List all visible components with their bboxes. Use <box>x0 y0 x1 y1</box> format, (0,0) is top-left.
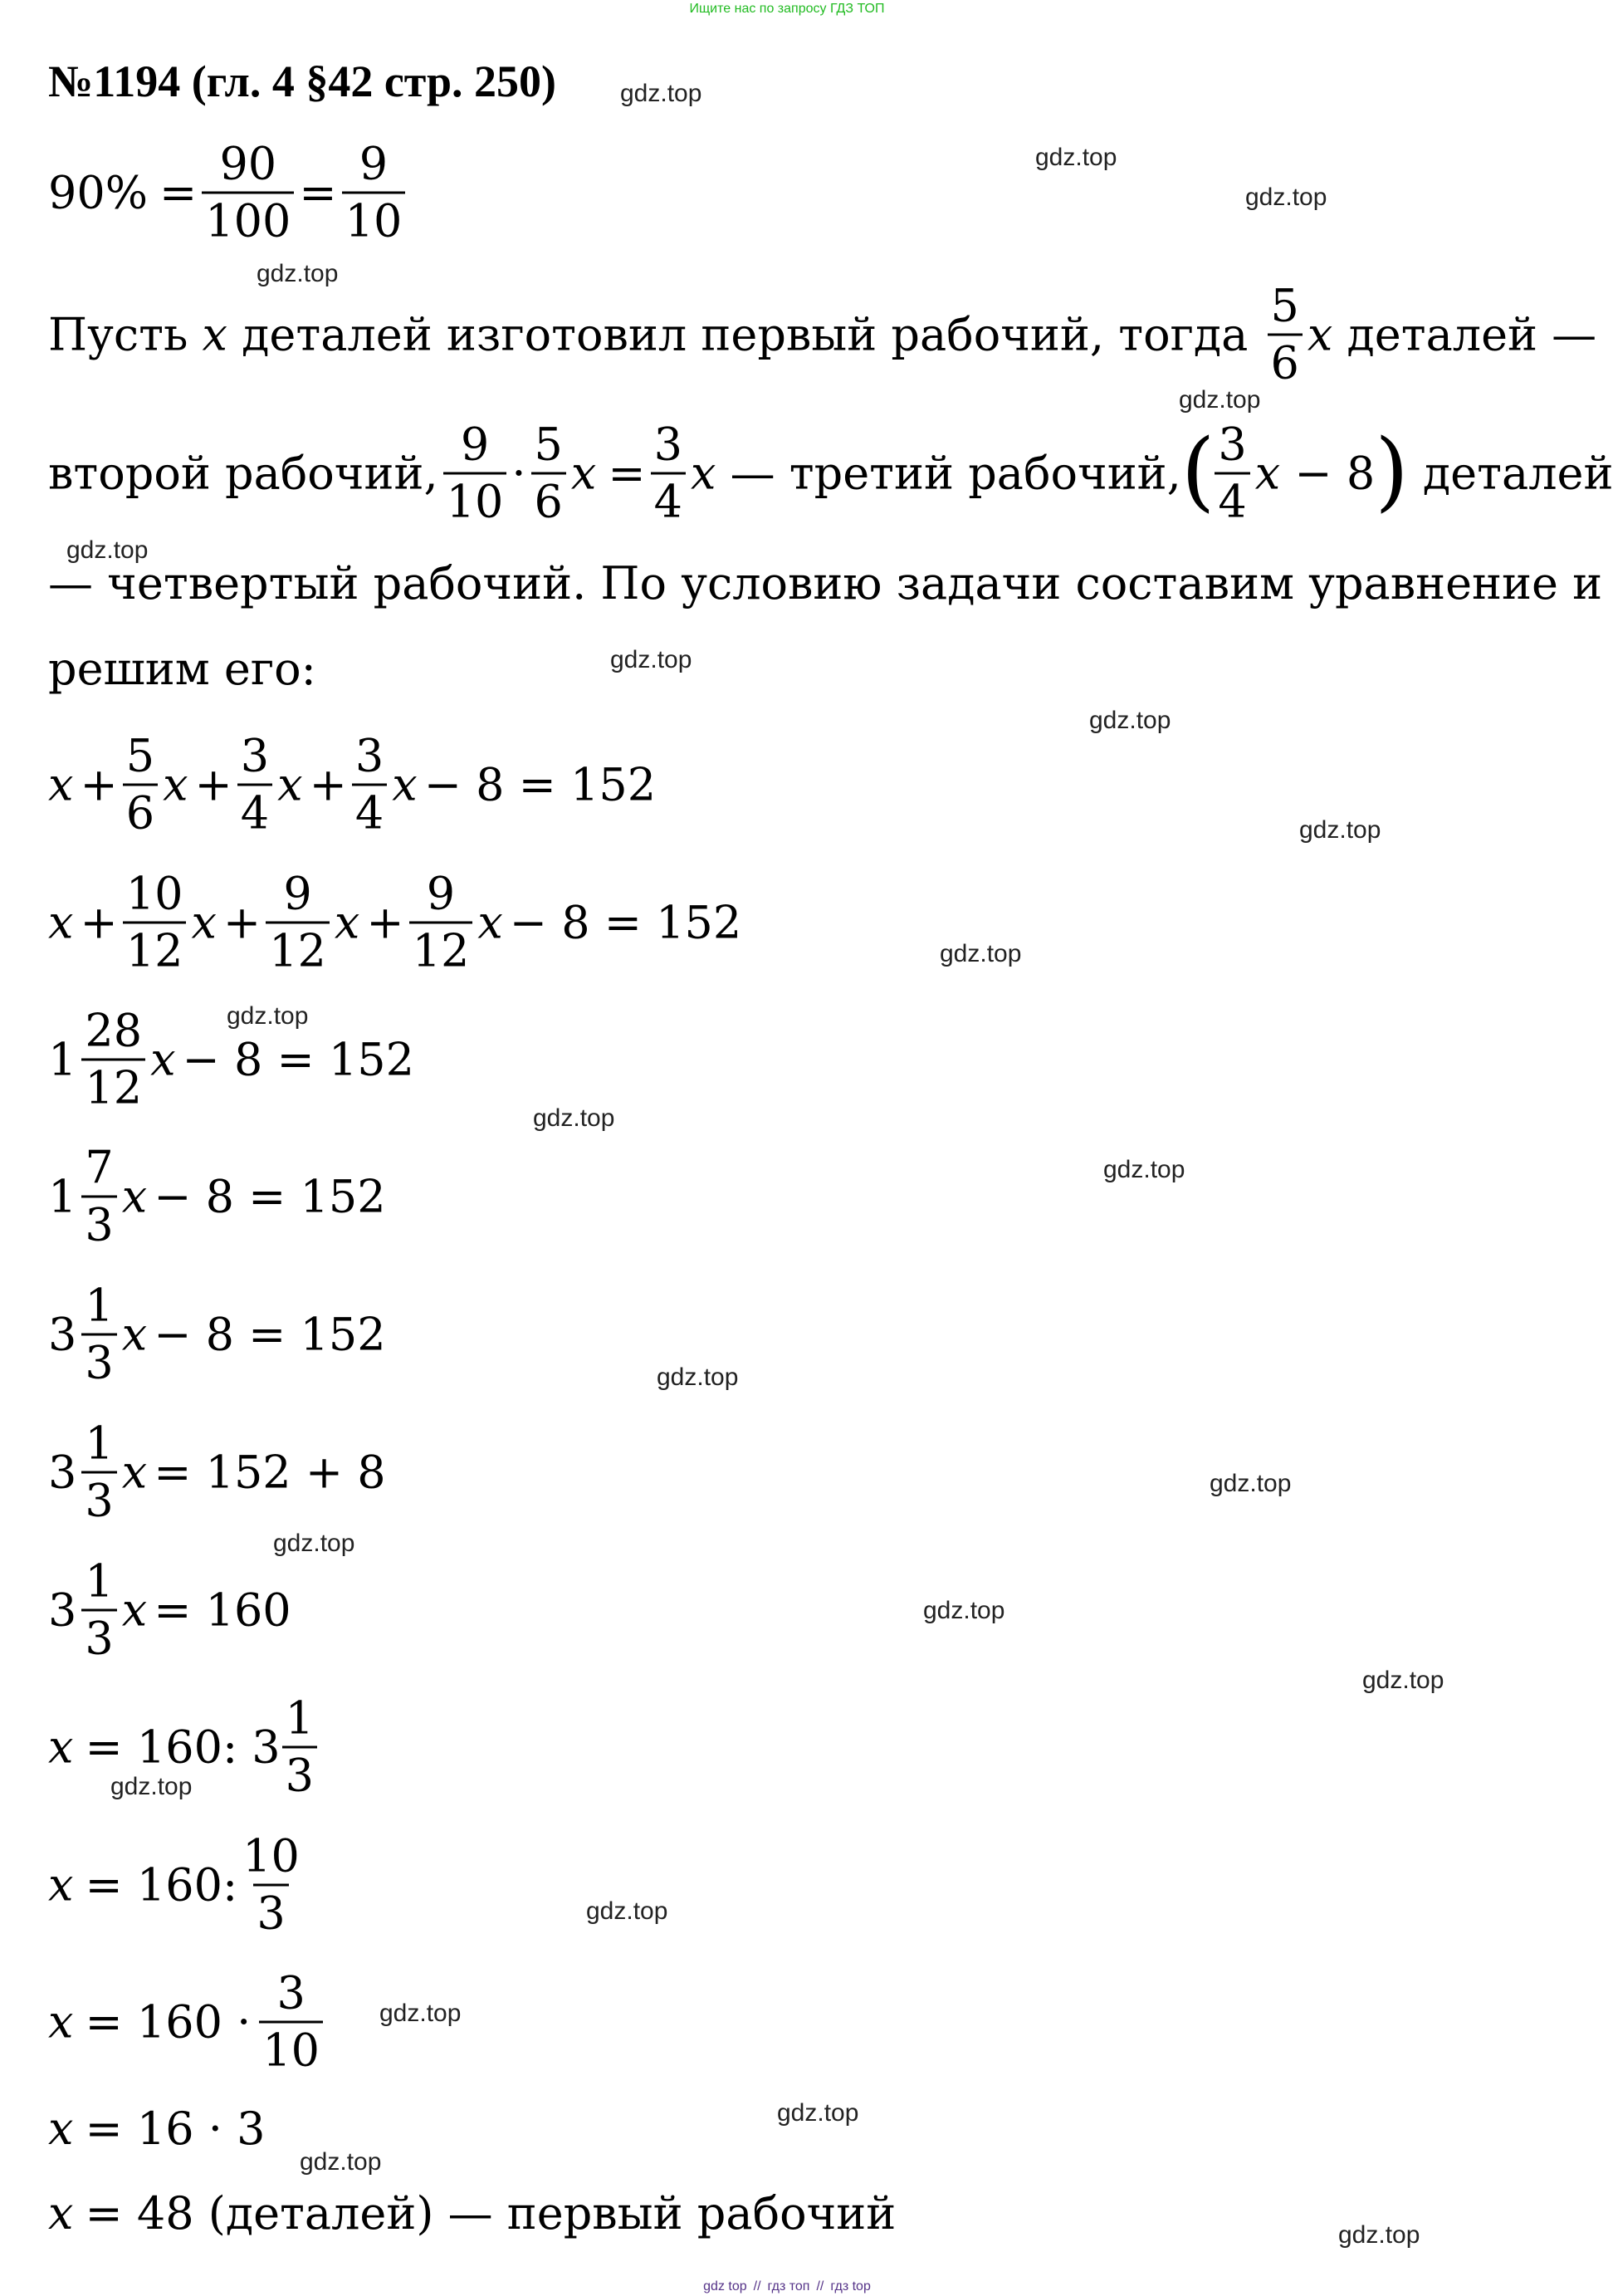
watermark: gdz.top <box>1210 1470 1292 1497</box>
text-line-3: — четвертый рабочий. По условию задачи составим уравнение и <box>48 557 1603 609</box>
watermark: gdz.top <box>1245 184 1327 211</box>
fraction: $\frac{3}{4}$ <box>651 423 686 525</box>
top-banner: Ищите нас по запросу ГДЗ ТОП <box>689 2 885 16</box>
watermark: gdz.top <box>1103 1156 1185 1183</box>
equation-11: x = 16 · 3 <box>48 2103 266 2155</box>
fraction: $\frac{3}{4}$ <box>1215 423 1249 525</box>
watermark: gdz.top <box>110 1773 193 1800</box>
equation-9: x = 160: $\frac{10}{3}$ <box>48 1834 308 1936</box>
text-line-4: решим его: <box>48 643 316 695</box>
text-line-2: второй рабочий, $\frac{9}{10}$ · $\frac{5}{6}$ x = $\frac{3}{4}$ x — третий рабочий, ( $\frac{3}{4}$ x − 8 ) деталей <box>48 418 1613 528</box>
equation-12: x = 48 (деталей) — первый рабочий <box>48 2187 897 2240</box>
fraction: $\frac{9}{10}$ <box>342 142 406 244</box>
watermark: gdz.top <box>586 1897 668 1925</box>
watermark: gdz.top <box>66 536 149 564</box>
fraction: $\frac{1}{3}$ <box>81 1559 116 1662</box>
fraction: $\frac{9}{12}$ <box>409 872 473 974</box>
watermark: gdz.top <box>1179 386 1261 414</box>
watermark: gdz.top <box>533 1104 615 1132</box>
fraction: $\frac{5}{6}$ <box>531 423 566 525</box>
watermark: gdz.top <box>257 260 339 287</box>
watermark: gdz.top <box>379 2000 462 2027</box>
fraction: $\frac{9}{10}$ <box>443 423 507 525</box>
equation-2: x + $\frac{10}{12}$ x + $\frac{9}{12}$ x + $\frac{9}{12}$ x − 8 = 152 <box>48 867 742 977</box>
watermark: gdz.top <box>657 1363 739 1391</box>
footer-link[interactable]: gdz top <box>703 2279 747 2294</box>
watermark: gdz.top <box>300 2148 382 2176</box>
equation-3: 1 $\frac{28}{12}$ x − 8 = 152 <box>48 1004 414 1114</box>
watermark: gdz.top <box>777 2099 859 2127</box>
watermark: gdz.top <box>1035 144 1117 171</box>
footer: gdz top // гдз топ // гдз top <box>703 2279 871 2294</box>
fraction: $\frac{5}{6}$ <box>123 734 158 836</box>
watermark: gdz.top <box>940 940 1022 967</box>
footer-link[interactable]: гдз top <box>830 2279 871 2294</box>
text-line-1: Пусть x деталей изготовил первый рабочий, тогда $\frac{5}{6}$ x деталей — <box>48 279 1597 389</box>
equation-4: 1 $\frac{7}{3}$ x − 8 = 152 <box>48 1141 386 1251</box>
watermark: gdz.top <box>273 1530 355 1557</box>
fraction: $\frac{7}{3}$ <box>81 1146 116 1248</box>
fraction: $\frac{9}{12}$ <box>266 872 330 974</box>
fraction: $\frac{1}{3}$ <box>282 1696 317 1799</box>
percent-equation: 90% = $\frac{90}{100}$ = $\frac{9}{10}$ <box>48 142 410 244</box>
watermark: gdz.top <box>1089 707 1171 734</box>
equation-5: 3 $\frac{1}{3}$ x − 8 = 152 <box>48 1279 386 1389</box>
fraction: $\frac{1}{3}$ <box>81 1284 116 1386</box>
watermark: gdz.top <box>620 80 702 107</box>
watermark: gdz.top <box>1338 2221 1420 2249</box>
fraction: $\frac{3}{10}$ <box>259 1971 323 2073</box>
fraction: $\frac{3}{4}$ <box>237 734 272 836</box>
fraction: $\frac{10}{3}$ <box>242 1829 300 1940</box>
fraction: $\frac{5}{6}$ <box>1268 284 1303 386</box>
watermark: gdz.top <box>1299 816 1381 844</box>
problem-title: №1194 (гл. 4 §42 стр. 250) <box>48 56 557 106</box>
fraction: $\frac{3}{4}$ <box>352 734 387 836</box>
watermark: gdz.top <box>923 1597 1005 1624</box>
fraction: $\frac{1}{3}$ <box>81 1422 116 1524</box>
footer-link[interactable]: гдз топ <box>767 2279 810 2294</box>
equation-1: x + $\frac{5}{6}$ x + $\frac{3}{4}$ x + $\frac{3}{4}$ x − 8 = 152 <box>48 729 657 840</box>
watermark: gdz.top <box>1362 1667 1444 1694</box>
equation-6: 3 $\frac{1}{3}$ x = 152 + 8 <box>48 1417 386 1527</box>
equation-7: 3 $\frac{1}{3}$ x = 160 <box>48 1554 291 1665</box>
watermark: gdz.top <box>610 646 692 673</box>
equation-10: x = 160 · $\frac{3}{10}$ <box>48 1971 328 2073</box>
fraction: $\frac{28}{12}$ <box>81 1009 145 1111</box>
fraction: $\frac{90}{100}$ <box>202 142 294 244</box>
equation-8: x = 160: 3 $\frac{1}{3}$ <box>48 1696 322 1799</box>
watermark: gdz.top <box>227 1002 309 1030</box>
fraction: $\frac{10}{12}$ <box>123 872 187 974</box>
